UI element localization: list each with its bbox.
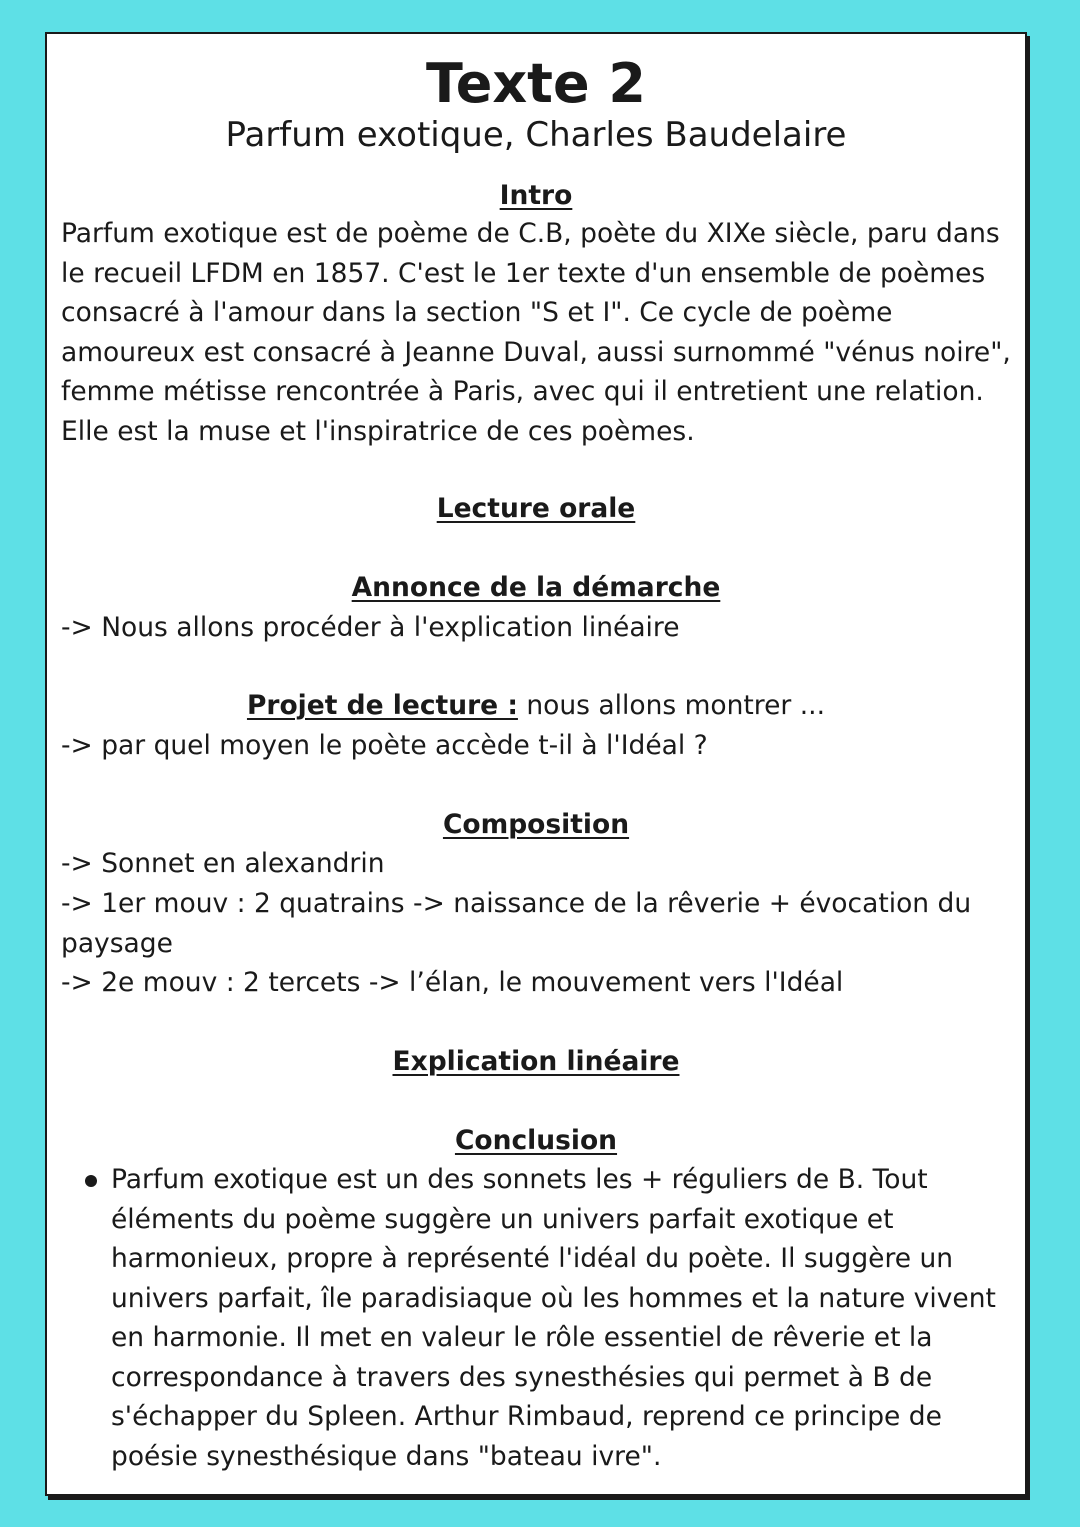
conclusion-heading: Conclusion — [454, 1125, 618, 1156]
projet-line: -> par quel moyen le poète accède t-il à l'Idéal ? — [61, 730, 708, 761]
intro-heading-row — [47, 176, 1025, 216]
projet-heading-row — [47, 686, 1025, 726]
composition-heading: Composition — [442, 809, 630, 840]
document-card — [45, 32, 1027, 1496]
composition-line-3: -> 2e mouv : 2 tercets -> l’élan, le mouvement vers l'Idéal — [61, 967, 844, 998]
intro-heading: Intro — [499, 180, 573, 211]
lecture-orale-heading: Lecture orale — [436, 493, 636, 524]
bullet-icon — [85, 1175, 97, 1187]
annonce-heading: Annonce de la démarche — [351, 572, 721, 603]
lecture-orale-heading-row — [47, 489, 1025, 529]
composition-heading-row — [47, 805, 1025, 845]
projet-heading-suffix: nous allons montrer ... — [517, 690, 826, 721]
annonce-heading-row — [47, 568, 1025, 608]
explication-heading: Explication linéaire — [392, 1046, 680, 1077]
page-subtitle: Parfum exotique, Charles Baudelaire — [225, 115, 847, 155]
page-title: Texte 2 — [426, 52, 646, 115]
composition-line-1: -> Sonnet en alexandrin — [61, 848, 385, 879]
annonce-line: -> Nous allons procéder à l'explication linéaire — [61, 612, 680, 643]
explication-heading-row — [47, 1042, 1025, 1082]
composition-line-2: -> 1er mouv : 2 quatrains -> naissance de la rêverie + évocation du paysage — [61, 888, 972, 959]
projet-heading: Projet de lecture : — [246, 690, 518, 721]
conclusion-heading-row — [47, 1121, 1025, 1161]
intro-text: Parfum exotique est de poème de C.B, poète du XIXe siècle, paru dans le recueil LFDM en 1857. C'est le 1er texte d'un ensemble de poèmes consacré à l'amour dans la section "S et I". Ce cycle de poème amoureux est consacré à Jeanne Duval, aussi surnommé "vénus noire", femme métisse rencontrée à Paris, avec qui il entretient une relation. Elle est la muse et l'inspiratrice de ces poèmes. — [61, 218, 1011, 447]
conclusion-bullet-text: Parfum exotique est un des sonnets les + réguliers de B. Tout éléments du poème suggère un univers parfait exotique et harmonieux, propre à représenté l'idéal du poète. Il suggère un univers parfait, île paradisiaque où les hommes et la nature vivent en harmonie. Il met en valeur le rôle essentiel de rêverie et la correspondance à travers des synesthésies qui permet à B de s'échapper du Spleen. Arthur Rimbaud, reprend ce principe de poésie synesthésique dans "bateau ivre". — [111, 1164, 996, 1472]
